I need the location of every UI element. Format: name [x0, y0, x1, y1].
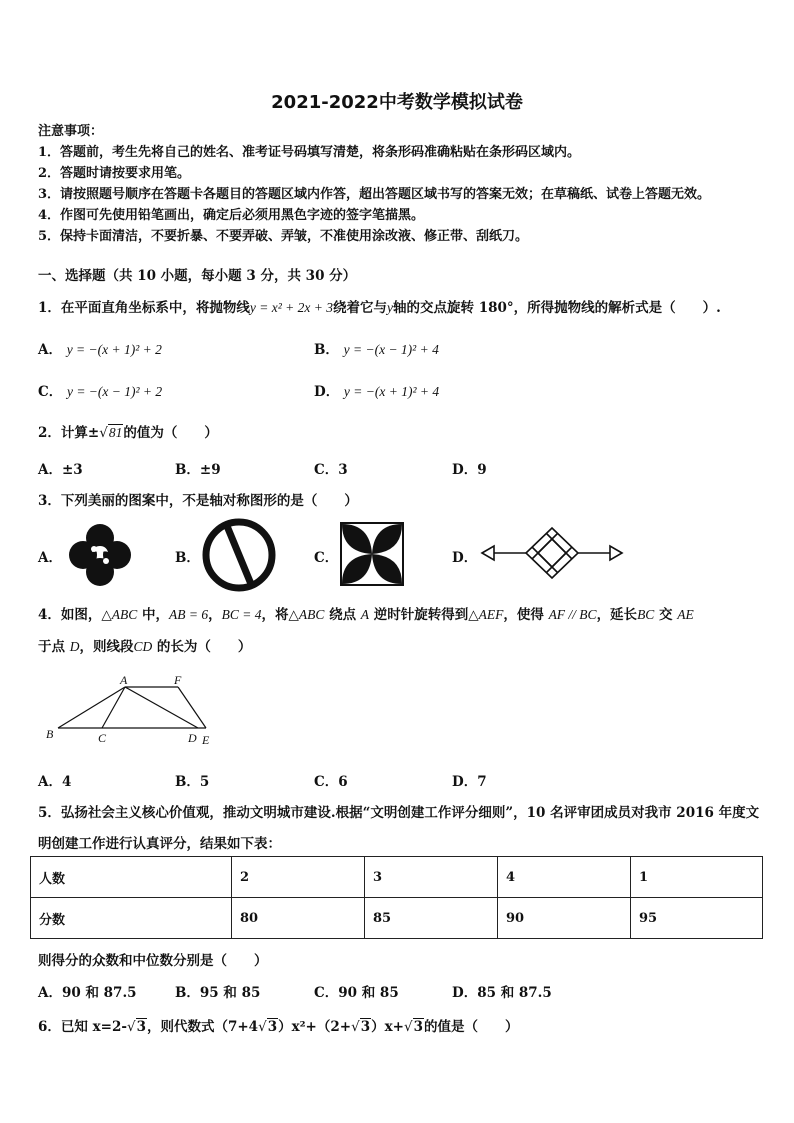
q4-option-a: A．4 [38, 774, 72, 790]
q4-option-c: C．6 [314, 774, 348, 790]
table-cell: 80 [232, 898, 365, 939]
q4-triangle-figure [40, 672, 230, 750]
question-5-line-2: 明创建工作进行认真评分，结果如下表： [38, 836, 281, 852]
point-label-e: E [202, 733, 210, 747]
page-title: 2021-2022中考数学模拟试卷 [271, 92, 523, 113]
q4-option-b: B．5 [175, 774, 210, 790]
point-label-d: D [188, 731, 197, 745]
q5-option-b: B．95 和 85 [175, 985, 261, 1001]
q5-option-d: D．85 和 87.5 [452, 985, 552, 1001]
table-cell: 85 [365, 898, 498, 939]
table-row [31, 857, 763, 898]
question-4-line-1: 4．如图，△ABC 中，AB = 6，BC = 4，将△ABC 绕点 A 逆时针旋转得到△AEF，使得 AF // BC，延长BC 交 AE [38, 607, 694, 623]
table-cell: 3 [365, 857, 498, 898]
q1-pre: 1．在平面直角坐标系中，将抛物线 [38, 300, 250, 316]
table-cell: 95 [631, 898, 763, 939]
q3-label-c: C． [314, 550, 339, 566]
q1-expr: y = x² + 2x + 3 [249, 300, 334, 315]
figure-a-clover [64, 522, 136, 588]
table-cell: 2 [232, 857, 365, 898]
q5-option-c: C．90 和 85 [314, 985, 399, 1001]
question-5-prompt: 则得分的众数和中位数分别是（ ） [38, 953, 268, 969]
table-cell: 1 [631, 857, 763, 898]
note-item: 3．请按照题号顺序在答题卡各题目的答题区域内作答，超出答题区域书写的答案无效；在草稿纸、试卷上答题无效。 [38, 187, 711, 202]
q3-label-a: A． [38, 550, 62, 566]
note-item: 1．答题前，考生先将自己的姓名、准考证号码填写清楚，将条形码准确粘贴在条形码区域内。 [38, 145, 581, 160]
point-label-a: A [120, 673, 128, 687]
q1-option-d: D． y = −(x + 1)² + 4 [314, 384, 440, 400]
table-cell: 90 [498, 898, 631, 939]
table-cell: 人数 [31, 857, 232, 898]
table-row [31, 898, 763, 939]
q3-label-b: B． [175, 550, 200, 566]
q1-mid: 绕着它与 [333, 300, 388, 316]
figure-d-knot [480, 526, 624, 580]
q1-option-a: A． y = −(x + 1)² + 2 [38, 342, 162, 358]
table-cell: 分数 [31, 898, 232, 939]
q1-option-b: B． y = −(x − 1)² + 4 [314, 342, 439, 358]
table-cell: 4 [498, 857, 631, 898]
question-3: 3．下列美丽的图案中，不是轴对称图形的是（ ） [38, 493, 358, 509]
note-item: 5．保持卡面清洁，不要折暴、不要弄破、弄皱，不准使用涂改液、修正带、刮纸刀。 [38, 229, 529, 244]
question-5-line-1: 5．弘扬社会主义核心价值观，推动文明城市建设.根据“文明创建工作评分细则”，10 名评审团成员对我市 2016 年度文 [38, 805, 760, 821]
q5-option-a: A．90 和 87.5 [38, 985, 137, 1001]
q2-option-b: B．±9 [175, 462, 221, 478]
note-item: 4．作图可先使用铅笔画出，确定后必须用黑色字迹的签字笔描黑。 [38, 208, 425, 223]
q2-option-a: A．±3 [38, 462, 83, 478]
point-label-f: F [174, 673, 182, 687]
notes-heading: 注意事项： [38, 124, 104, 139]
point-label-c: C [98, 731, 107, 745]
q2-option-d: D．9 [452, 462, 487, 478]
score-table [30, 856, 763, 939]
q3-label-d: D． [452, 550, 478, 566]
q2-radicand: 81 [108, 425, 123, 440]
q1-option-c: C． y = −(x − 1)² + 2 [38, 384, 163, 400]
note-item: 2．答题时请按要求用笔。 [38, 166, 191, 181]
q1-axis: y [387, 300, 394, 315]
q1-post: 轴的交点旋转 180°，所得抛物线的解析式是（ ）. [393, 300, 721, 316]
point-label-b: B [46, 727, 54, 741]
question-4-line-2: 于点 D，则线段CD 的长为（ ） [38, 639, 252, 655]
question-2: 2．计算±√81的值为（ ） [38, 425, 218, 441]
figure-c-petals [340, 522, 404, 586]
question-1 [38, 296, 721, 316]
section-heading: 一、选择题（共 10 小题，每小题 3 分，共 30 分） [38, 268, 357, 284]
q2-option-c: C．3 [314, 462, 348, 478]
q4-option-d: D．7 [452, 774, 487, 790]
question-6: 6．已知 x=2-√3，则代数式（7+4√3）x²+（2+√3）x+√3的值是（ ） [38, 1019, 519, 1035]
figure-b-circle-slash [200, 516, 278, 594]
